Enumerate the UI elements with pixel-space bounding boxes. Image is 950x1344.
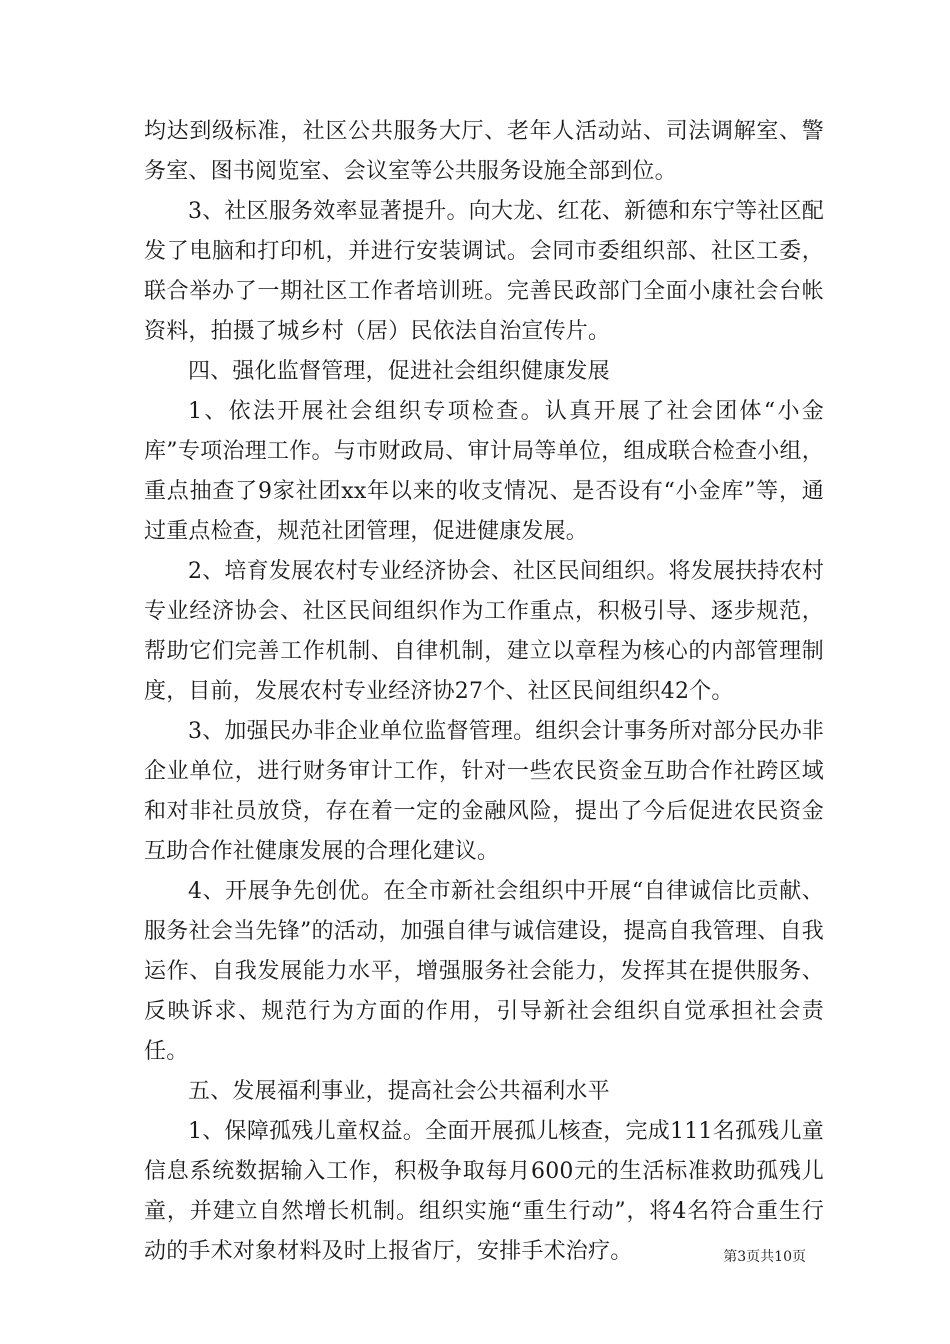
paragraph-private-nonenterprise: 3、加强民办非企业单位监督管理。组织会计事务所对部分民办非企业单位，进行财务审计工作，针对一些农民资金互助合作社跨区域和对非社员放贷，存在着一定的金融风险，提出了今后促进农民资金互助合作社健康发展的合理化建议。 — [144, 719, 824, 864]
page-number-footer: 第3页共10页 — [723, 1249, 806, 1265]
paragraph-community-efficiency: 3、社区服务效率显著提升。向大龙、红花、新德和东宁等社区配发了电脑和打印机，并进行安装调试。会同市委组织部、社区工委，联合举办了一期社区工作者培训班。完善民政部门全面小康社会台帐资料，拍摄了城乡村（居）民依法自治宣传片。 — [144, 199, 824, 344]
document-body — [144, 112, 824, 1272]
paragraph-rural-associations: 2、培育发展农村专业经济协会、社区民间组织。将发展扶持农村专业经济协会、社区民间组织作为工作重点，积极引导、逐步规范，帮助它们完善工作机制、自律机制，建立以章程为核心的内部管理制度，目前，发展农村专业经济协27个、社区民间组织42个。 — [144, 559, 824, 704]
paragraph-continuation: 均达到级标准，社区公共服务大厅、老年人活动站、司法调解室、警务室、图书阅览室、会议室等公共服务设施全部到位。 — [144, 119, 824, 184]
paragraph-orphan-protection: 1、保障孤残儿童权益。全面开展孤儿核查，完成111名孤残儿童信息系统数据输入工作，积极争取每月600元的生活标准救助孤残儿童，并建立自然增长机制。组织实施“重生行动”，将4名符合重生行动的手术对象材料及时上报省厅，安排手术治疗。 — [144, 1119, 824, 1264]
section-heading-supervision: 四、强化监督管理，促进社会组织健康发展 — [188, 359, 610, 384]
paragraph-special-inspection: 1、依法开展社会组织专项检查。认真开展了社会团体“小金库”专项治理工作。与市财政局、审计局等单位，组成联合检查小组，重点抽查了9家社团xx年以来的收支情况、是否设有“小金库”等，通过重点检查，规范社团管理，促进健康发展。 — [144, 399, 824, 544]
section-heading-welfare: 五、发展福利事业，提高社会公共福利水平 — [188, 1079, 610, 1104]
paragraph-excellence-campaign: 4、开展争先创优。在全市新社会组织中开展“自律诚信比贡献、服务社会当先锋”的活动，加强自律与诚信建设，提高自我管理、自我运作、自我发展能力水平，增强服务社会能力，发挥其在提供服务、反映诉求、规范行为方面的作用，引导新社会组织自觉承担社会责任。 — [144, 879, 824, 1064]
